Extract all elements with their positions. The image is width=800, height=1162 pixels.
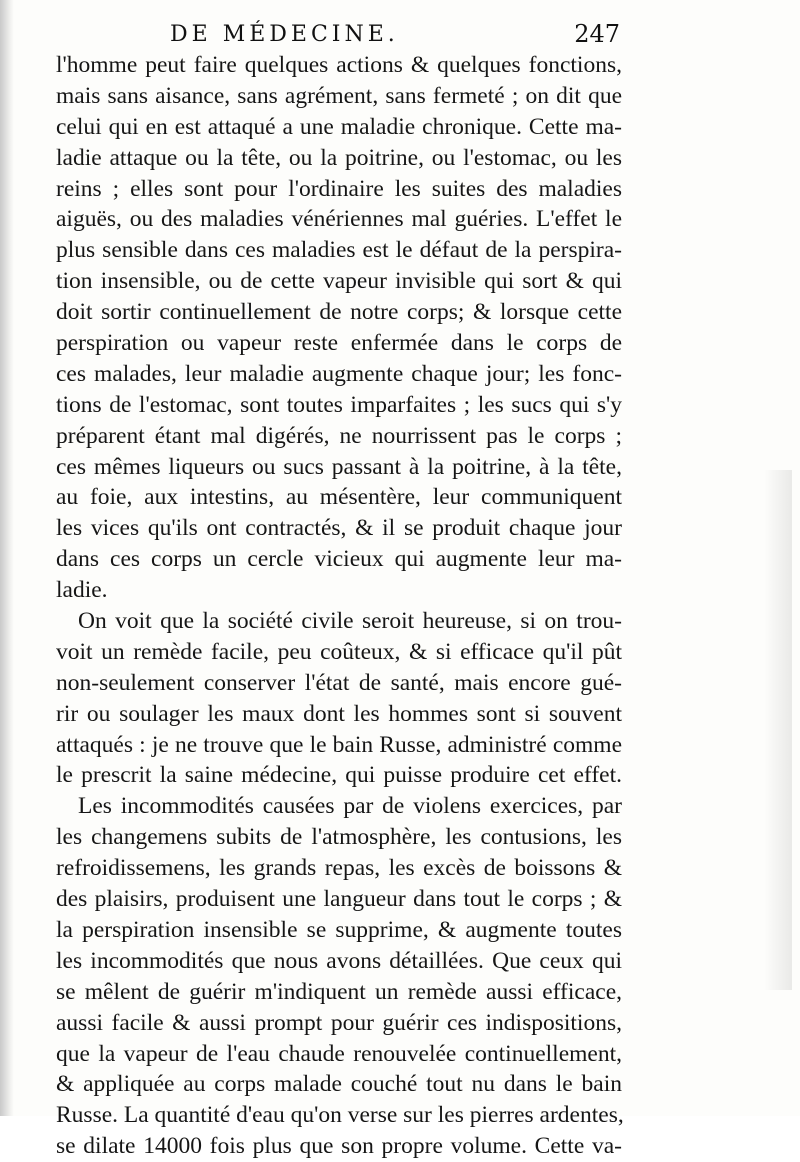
text-line: préparent étant mal digérés, ne nourrissent pas le corps ; bbox=[56, 422, 622, 449]
text-line: les changemens subits de l'atmosphère, les contusions, les bbox=[56, 824, 622, 851]
text-line: Les incommodités causées par de violens exercices, par bbox=[78, 793, 622, 820]
text-line: non-seulement conserver l'état de santé, mais encore gué- bbox=[56, 669, 622, 696]
text-line: le prescrit la saine médecine, qui puisse produire cet effet. bbox=[56, 762, 622, 789]
text-line: les incommodités que nous avons détaillées. Que ceux qui bbox=[56, 947, 622, 974]
text-line: rir ou soulager les maux dont les hommes sont si souvent bbox=[56, 700, 622, 727]
show-through-shadow bbox=[764, 470, 792, 990]
text-line: que la vapeur de l'eau chaude renouvelée continuellement, bbox=[56, 1040, 622, 1067]
text-line: ladie. bbox=[56, 577, 108, 604]
text-line: dans ces corps un cercle vicieux qui augmente leur ma- bbox=[56, 546, 622, 573]
text-line: mais sans aisance, sans agrément, sans fermeté ; on dit que bbox=[56, 82, 622, 109]
text-line: perspiration ou vapeur reste enfermée dans le corps de bbox=[56, 330, 622, 357]
text-line: refroidissemens, les grands repas, les excès de boissons & bbox=[56, 855, 622, 882]
text-line: tion insensible, ou de cette vapeur invisible qui sort & qui bbox=[56, 268, 622, 295]
body-text bbox=[56, 50, 622, 1162]
text-line: & appliquée au corps malade couché tout nu dans le bain bbox=[56, 1071, 622, 1098]
text-line: plus sensible dans ces maladies est le défaut de la perspira- bbox=[56, 237, 622, 264]
text-line: doit sortir continuellement de notre corps; & lorsque cette bbox=[56, 299, 622, 326]
page-gutter-shadow bbox=[0, 0, 14, 1116]
text-line: aiguës, ou des maladies vénériennes mal guéries. L'effet le bbox=[56, 206, 622, 233]
running-head: DE MÉDECINE. bbox=[170, 22, 399, 47]
text-line: Russe. La quantité d'eau qu'on verse sur les pierres ardentes, bbox=[56, 1102, 624, 1129]
text-line: On voit que la société civile seroit heureuse, si on trou- bbox=[78, 608, 622, 635]
text-line: ces mêmes liqueurs ou sucs passant à la poitrine, à la tête, bbox=[56, 453, 622, 480]
text-line: attaqués : je ne trouve que le bain Russe, administré comme bbox=[56, 731, 622, 758]
text-line: voit un remède facile, peu coûteux, & si efficace qu'il pût bbox=[56, 638, 622, 665]
text-line: aussi facile & aussi prompt pour guérir ces indispositions, bbox=[56, 1009, 622, 1036]
text-line: celui qui en est attaqué a une maladie chronique. Cette ma- bbox=[56, 113, 622, 140]
page-number: 247 bbox=[574, 20, 620, 48]
text-line: ladie attaque ou la tête, ou la poitrine, ou l'estomac, ou les bbox=[56, 144, 622, 171]
text-line: des plaisirs, produisent une langueur dans tout le corps ; & bbox=[56, 886, 622, 913]
paragraph bbox=[56, 606, 622, 791]
page-header bbox=[150, 20, 620, 50]
text-line: l'homme peut faire quelques actions & quelques fonctions, bbox=[56, 52, 622, 78]
paragraph bbox=[56, 791, 622, 1162]
text-line: se mêlent de guérir m'indiquent un remède aussi efficace, bbox=[56, 978, 622, 1005]
text-line: tions de l'estomac, sont toutes imparfaites ; les sucs qui s'y bbox=[56, 391, 622, 418]
text-line: se dilate 14000 fois plus que son propre volume. Cette va- bbox=[56, 1133, 622, 1160]
paragraph bbox=[56, 50, 622, 606]
text-line: ces malades, leur maladie augmente chaque jour; les fonc- bbox=[56, 360, 622, 387]
text-line: reins ; elles sont pour l'ordinaire les suites des maladies bbox=[56, 175, 622, 202]
text-line: au foie, aux intestins, au mésentère, leur communiquent bbox=[56, 484, 622, 511]
text-line: la perspiration insensible se supprime, & augmente toutes bbox=[56, 916, 622, 943]
text-line: les vices qu'ils ont contractés, & il se produit chaque jour bbox=[56, 515, 622, 542]
